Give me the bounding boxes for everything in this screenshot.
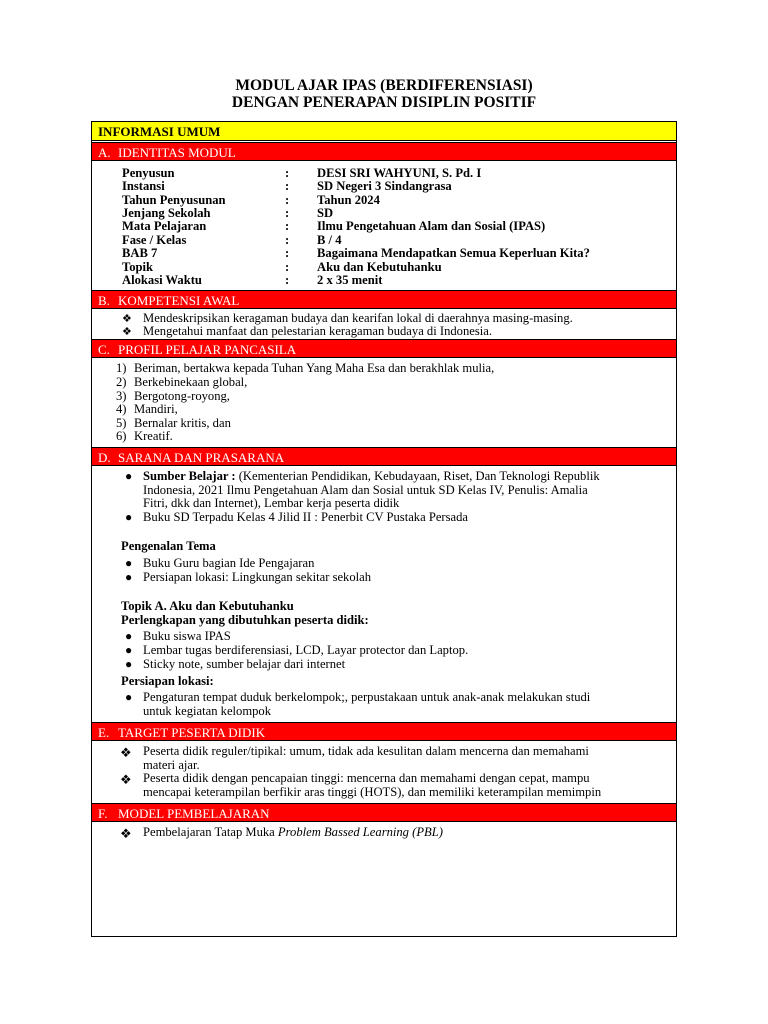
identitas-value: Aku dan Kebutuhanku [317, 260, 442, 274]
identitas-value: B / 4 [317, 233, 342, 247]
perlengkapan-item: Lembar tugas berdiferensiasi, LCD, Layar protector dan Laptop. [143, 643, 469, 657]
persiapan-line2: untuk kegiatan kelompok [143, 704, 272, 718]
bullet-icon: ● [125, 469, 133, 483]
identitas-sep: : [285, 219, 290, 233]
sumber-belajar-line2: Indonesia, 2021 Ilmu Pengetahuan Alam dan Sosial untuk SD Kelas IV, Penulis: Amalia [143, 483, 588, 497]
buku-item: Buku SD Terpadu Kelas 4 Jilid II : Penerbit CV Pustaka Persada [143, 510, 469, 524]
profil-num: 5) [116, 416, 127, 430]
identitas-sep: : [285, 206, 290, 220]
diamond-bullet-icon: ❖ [122, 326, 132, 338]
identitas-key: BAB 7 [122, 246, 158, 260]
kompetensi-item: Mengetahui manfaat dan pelestarian keragaman budaya di Indonesia. [143, 324, 492, 338]
section-a-header [92, 142, 676, 161]
target-line1: Peserta didik dengan pencapaian tinggi: mencerna dan memahami dengan cepat, mampu [143, 771, 590, 785]
section-e-header [92, 722, 676, 741]
identitas-sep: : [285, 273, 290, 287]
profil-item: Bergotong-royong, [134, 389, 230, 403]
identitas-sep: : [285, 260, 290, 274]
identitas-value: 2 x 35 menit [317, 273, 383, 287]
profil-item: Berkebinekaan global, [134, 375, 248, 389]
target-line2: mencapai keterampilan berfikir aras tinggi (HOTS), dan memiliki keterampilan memimpin [143, 785, 602, 799]
pengenalan-item: Buku Guru bagian Ide Pengajaran [143, 556, 315, 570]
bullet-icon: ● [125, 556, 133, 570]
identitas-value: SD [317, 206, 334, 220]
perlengkapan-item: Sticky note, sumber belajar dari internet [143, 657, 346, 671]
section-b-header [92, 290, 676, 309]
section-f-letter: F. [98, 806, 108, 821]
profil-item: Bernalar kritis, dan [134, 416, 231, 430]
identitas-key: Alokasi Waktu [122, 273, 202, 287]
section-c-letter: C. [98, 342, 110, 357]
model-item: Pembelajaran Tatap Muka Problem Bassed Learning (PBL) [143, 825, 443, 839]
diamond-bullet-icon: ❖ [120, 745, 132, 760]
persiapan-title: Persiapan lokasi: [121, 674, 214, 688]
section-d-letter: D. [98, 450, 111, 465]
identitas-sep: : [285, 246, 290, 260]
section-c-label: PROFIL PELAJAR PANCASILA [118, 342, 297, 357]
pengenalan-item: Persiapan lokasi: Lingkungan sekitar sekolah [143, 570, 372, 584]
section-f-label: MODEL PEMBELAJARAN [118, 806, 270, 821]
profil-num: 3) [116, 389, 127, 403]
identitas-value: DESI SRI WAHYUNI, S. Pd. I [317, 166, 482, 180]
section-e-label: TARGET PESERTA DIDIK [118, 725, 266, 740]
identitas-value: Bagaimana Mendapatkan Semua Keperluan Kita? [317, 246, 590, 260]
section-a-label: IDENTITAS MODUL [118, 145, 236, 160]
sumber-belajar-line1: Sumber Belajar : (Kementerian Pendidikan, Kebudayaan, Riset, Dan Teknologi Republik [143, 469, 600, 483]
identitas-value: Ilmu Pengetahuan Alam dan Sosial (IPAS) [317, 219, 546, 233]
section-c-header [92, 339, 676, 358]
identitas-key: Penyusun [122, 166, 175, 180]
diamond-bullet-icon: ❖ [120, 826, 132, 841]
informasi-umum-header: INFORMASI UMUM [92, 122, 676, 141]
bullet-icon: ● [125, 510, 133, 524]
profil-num: 2) [116, 375, 127, 389]
module-table [91, 121, 677, 937]
identitas-key: Mata Pelajaran [122, 219, 207, 233]
identitas-sep: : [285, 233, 290, 247]
identitas-sep: : [285, 179, 290, 193]
identitas-key: Jenjang Sekolah [122, 206, 211, 220]
profil-num: 4) [116, 402, 127, 416]
section-d-label: SARANA DAN PRASARANA [118, 450, 285, 465]
identitas-sep: : [285, 166, 290, 180]
persiapan-line1: Pengaturan tempat duduk berkelompok;, perpustakaan untuk anak-anak melakukan studi [143, 690, 591, 704]
profil-item: Kreatif. [134, 429, 173, 443]
bullet-icon: ● [125, 657, 133, 671]
section-a-letter: A. [98, 145, 111, 160]
bullet-icon: ● [125, 690, 133, 704]
profil-num: 1) [116, 361, 127, 375]
document-title-line2: DENGAN PENERAPAN DISIPLIN POSITIF [231, 94, 537, 111]
section-b-label: KOMPETENSI AWAL [118, 293, 240, 308]
section-b-letter: B. [98, 293, 110, 308]
identitas-key: Topik [122, 260, 154, 274]
bullet-icon: ● [125, 643, 133, 657]
identitas-key: Instansi [122, 179, 165, 193]
identitas-sep: : [285, 193, 290, 207]
diamond-bullet-icon: ❖ [122, 313, 132, 325]
section-e-letter: E. [98, 725, 110, 740]
diamond-bullet-icon: ❖ [120, 772, 132, 787]
target-line1: Peserta didik reguler/tipikal: umum, tidak ada kesulitan dalam mencerna dan memahami [143, 744, 589, 758]
sumber-belajar-line3: Fitri, dkk dan Internet), Lembar kerja peserta didik [143, 496, 400, 510]
perlengkapan-item: Buku siswa IPAS [143, 629, 231, 643]
identitas-key: Fase / Kelas [122, 233, 187, 247]
kompetensi-item: Mendeskripsikan keragaman budaya dan kearifan lokal di daerahnya masing-masing. [143, 311, 573, 325]
document-title-line1: MODUL AJAR IPAS (BERDIFERENSIASI) [235, 77, 533, 94]
pengenalan-tema-title: Pengenalan Tema [121, 539, 216, 553]
bullet-icon: ● [125, 629, 133, 643]
section-d-header [92, 447, 676, 466]
profil-item: Beriman, bertakwa kepada Tuhan Yang Maha Esa dan berakhlak mulia, [134, 361, 495, 375]
profil-item: Mandiri, [134, 402, 178, 416]
bullet-icon: ● [125, 570, 133, 584]
identitas-value: Tahun 2024 [317, 193, 380, 207]
target-line2: materi ajar. [143, 758, 200, 772]
identitas-key: Tahun Penyusunan [122, 193, 226, 207]
identitas-value: SD Negeri 3 Sindangrasa [317, 179, 452, 193]
section-f-header [92, 803, 676, 822]
profil-num: 6) [116, 429, 127, 443]
perlengkapan-title: Perlengkapan yang dibutuhkan peserta didik: [121, 613, 369, 627]
topik-title: Topik A. Aku dan Kebutuhanku [121, 599, 294, 613]
